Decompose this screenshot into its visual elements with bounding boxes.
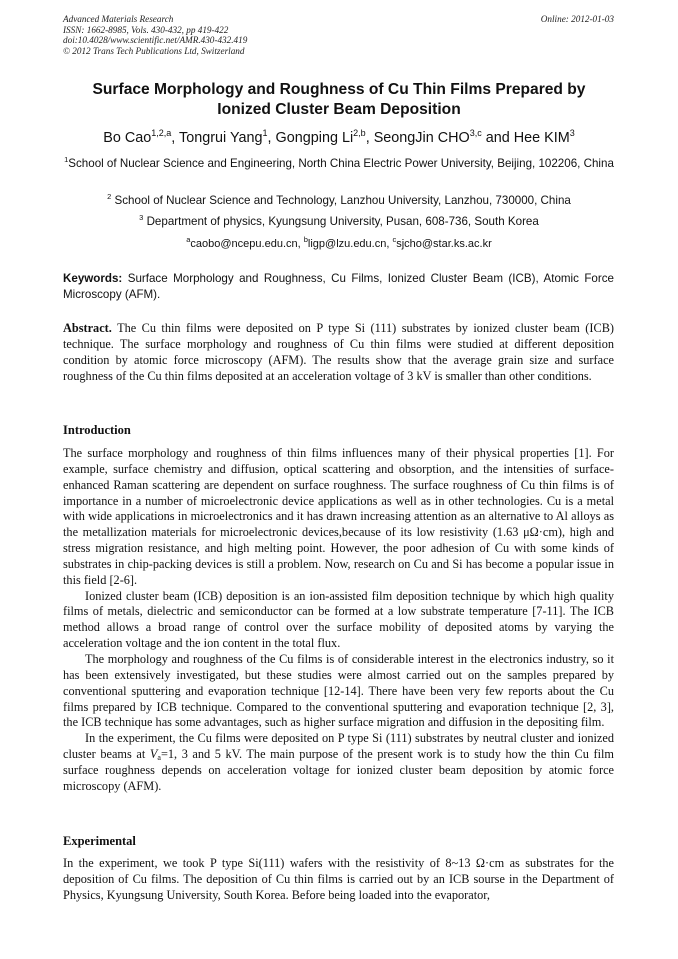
title-line-2: Ionized Cluster Beam Deposition: [217, 100, 461, 118]
affiliation-2: [40, 193, 638, 209]
copyright-line: © 2012 Trans Tech Publications Ltd, Switzerland: [63, 45, 245, 56]
introduction-heading: Introduction: [63, 423, 131, 437]
affiliation-1: [40, 156, 638, 172]
affiliation-sup: 2: [107, 192, 112, 201]
paragraph-text: =1, 3 and 5 kV. The main purpose of the present work is to study how the thin Cu film surface roughness depends on acceleration voltage for ionized cluster beam deposition by atomic force microscopy (AFM).: [63, 747, 614, 793]
author-emails: [40, 236, 638, 252]
paragraph: The surface morphology and roughness of thin films influences many of their physical properties [1]. For example, surface chemistry and diffusion, optical scattering and obsorption, and the intensities of surface-enhanced Raman scattering are dependent on surface roughness. The surface roughness of Cu thin films is of importance in a number of microelectronic device applications as well as in other technologies. Cu is a metal with wide applications in microelectronics and it has drawn increasing attention as an alternative to Al alloys as the metallization materials for microelectronic devices,because of its low resistivity (1.63 μΩ·cm), high and stress migration resistance, and high melting point. However, the poor adhesion of Cu with some kinds of substrates in chip-packing devices is still a problem. Now, research on Cu and Si has become a popular issue in this field [2-6].: [63, 446, 614, 587]
author-sup: 1,2,a: [151, 128, 172, 138]
author-separator: ,: [267, 130, 276, 146]
journal-name: Advanced Materials Research: [63, 14, 174, 24]
experimental-heading: Experimental: [63, 834, 136, 848]
author-separator: ,: [365, 130, 374, 146]
author-separator: ,: [171, 130, 180, 146]
abstract-block: [63, 321, 614, 384]
experimental-body: [63, 856, 614, 904]
paper-title: [40, 80, 638, 119]
author-name: SeongJin CHO: [373, 130, 470, 146]
author-sup: 3: [569, 128, 575, 138]
email-sup: c: [392, 235, 397, 244]
voltage-symbol: V: [149, 747, 158, 762]
email-sup: b: [303, 235, 308, 244]
author-name: Hee KIM: [513, 130, 570, 146]
author-list: [30, 129, 648, 147]
journal-header: [63, 14, 247, 56]
author-name: Gongping Li: [275, 130, 354, 146]
author-and: and: [481, 130, 514, 146]
affiliation-3: [40, 214, 638, 230]
affiliation-sup: 3: [139, 213, 144, 222]
keywords-block: [63, 271, 614, 302]
author-sup: 3,c: [469, 128, 482, 138]
keywords-text: Surface Morphology and Roughness, Cu Films, Ionized Cluster Beam (ICB), Atomic Force Microscopy (AFM).: [63, 272, 614, 301]
paragraph-text: In the experiment, the Cu films were deposited on P type Si (111) substrates by neutral cluster and ionized cluster beams at: [63, 731, 614, 762]
affiliation-text: Department of physics, Kyungsung University, Pusan, 608-736, South Korea: [146, 215, 539, 228]
introduction-body: [63, 446, 614, 795]
author-name: Tongrui Yang: [179, 130, 263, 146]
affiliation-text: School of Nuclear Science and Engineering, North China Electric Power University, Beijing, 102206, China: [68, 157, 614, 170]
keywords-label: Keywords:: [63, 272, 123, 285]
email-link[interactable]: caobo@ncepu.edu.cn,: [190, 238, 304, 250]
issn-line: ISSN: 1662-8985, Vols. 430-432, pp 419-422: [63, 24, 229, 35]
email-link[interactable]: ligp@lzu.edu.cn,: [307, 238, 393, 250]
abstract-label: Abstract.: [63, 321, 112, 335]
author-name: Bo Cao: [103, 130, 152, 146]
online-date: Online: 2012-01-03: [540, 14, 614, 24]
email-link[interactable]: sjcho@star.ks.ac.kr: [396, 238, 492, 250]
title-line-1: Surface Morphology and Roughness of Cu Thin Films Prepared by: [92, 81, 586, 98]
affiliation-sup: 1: [64, 155, 69, 164]
paragraph: Ionized cluster beam (ICB) deposition is an ion-assisted film deposition technique by which high quality films of metals, dielectric and semiconductor can be formed at a low substrate temperature [7-11]. The ICB method allows a broad range of control over the surface mobility of deposited atoms by varying the acceleration voltage and the ion content in the total flux.: [63, 588, 614, 651]
affiliation-text: School of Nuclear Science and Technology, Lanzhou University, Lanzhou, 730000, China: [114, 194, 571, 207]
author-sup: 1: [262, 128, 268, 138]
doi-line: doi:10.4028/www.scientific.net/AMR.430-432.419: [63, 35, 248, 45]
paragraph: The morphology and roughness of the Cu films is of considerable interest in the electronics industry, so it has been extensively investigated, but these studies were almost carried out on the samples prepared by conventional sputtering and evaporation technique [12-14]. There have been very few reports about the Cu films prepared by ICB technique. Compared to the conventional sputtering and evaporation technique [2, 3], the ICB technique has some advantages, such as higher surface migration and diffusion in the depositing film.: [63, 651, 614, 730]
abstract-text: The Cu thin films were deposited on P type Si (111) substrates by ionized cluster beam (ICB) technique. The surface morphology and roughness of Cu thin films were studied at different deposition condition by atomic force microscopy (AFM). The results show that the average grain size and surface roughness of the Cu thin films deposited at an acceleration voltage of 3 kV is smaller than other conditions.: [63, 321, 614, 383]
voltage-subscript: a: [157, 753, 161, 763]
paragraph: In the experiment, we took P type Si(111) wafers with the resistivity of 8~13 Ω·cm as substrates for the deposition of Cu films. The deposition of Cu thin films is carried out by an ICB sourse in the Department of Physics, Kyungsung University, South Korea. Before being loaded into the evaporator,: [63, 856, 614, 902]
email-sup: a: [186, 235, 191, 244]
paragraph: [63, 731, 614, 794]
author-sup: 2,b: [353, 128, 366, 138]
